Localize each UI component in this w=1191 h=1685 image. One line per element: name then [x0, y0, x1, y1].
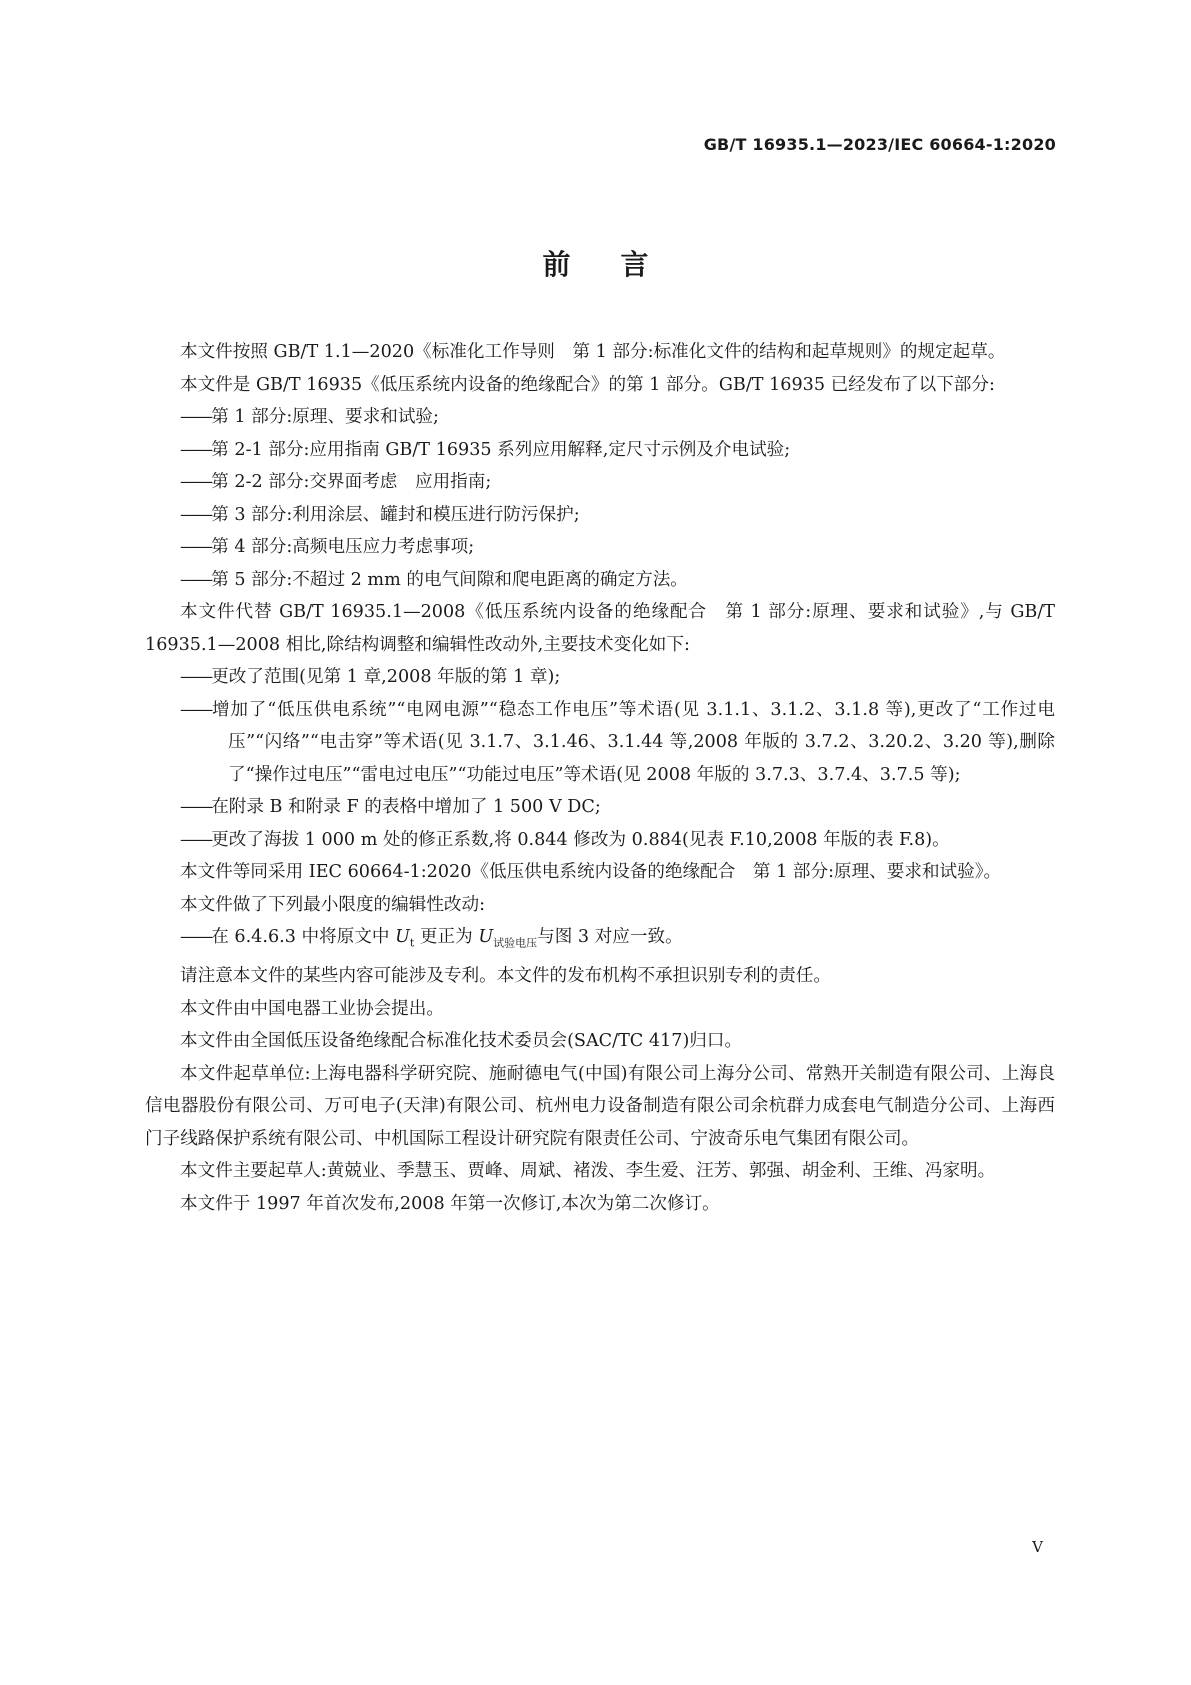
- document-body: [145, 336, 1055, 1220]
- list-item-editorial-change: [145, 921, 1055, 960]
- list-item-part: —— 第 5 部分:不超过 2 mm 的电气间隙和爬电距离的确定方法。: [145, 564, 1055, 597]
- paragraph-drafting-basis: 本文件按照 GB/T 1.1—2020《标准化工作导则 第 1 部分:标准化文件的结构和起草规则》的规定起草。: [180, 342, 1006, 362]
- paragraph-patent-notice: 请注意本文件的某些内容可能涉及专利。本文件的发布机构不承担识别专利的责任。: [180, 966, 831, 987]
- symbol-u-test-subscript: 试验电压: [493, 936, 538, 950]
- list-item-part: —— 第 2-2 部分:交界面考虑 应用指南;: [145, 466, 1055, 499]
- symbol-u-test: U: [478, 927, 494, 947]
- symbol-u-subscript: t: [409, 936, 415, 950]
- list-item-change: —— 更改了范围(见第 1 章,2008 年版的第 1 章);: [145, 661, 1055, 694]
- symbol-u: U: [395, 927, 410, 947]
- paragraph-drafting-units: 本文件起草单位:上海电器科学研究院、施耐德电气(中国)有限公司上海分公司、常熟开关制造有限公司、上海良信电器股份有限公司、万可电子(天津)有限公司、杭州电力设备制造有限公司余杭群力成套电气制造分公司、上海西门子线路保护系统有限公司、中机国际工程设计研究院有限责任公司、宁波奇乐电气集团有限公司。: [145, 1063, 1055, 1149]
- editorial-change-prefix: 在 6.4.6.3 中将原文中: [211, 927, 396, 947]
- list-item-part: —— 第 3 部分:利用涂层、罐封和模压进行防污保护;: [145, 499, 1055, 532]
- page-number: Ⅴ: [1032, 1538, 1043, 1556]
- list-item-change: —— 在附录 B 和附录 F 的表格中增加了 1 500 V DC;: [145, 791, 1055, 824]
- list-item-change: —— 更改了海拔 1 000 m 处的修正系数,将 0.844 修改为 0.884(见表 F.10,2008 年版的表 F.8)。: [145, 824, 1055, 857]
- editorial-change-middle: 更正为: [414, 927, 479, 947]
- paragraph-committee: 本文件由全国低压设备绝缘配合标准化技术委员会(SAC/TC 417)归口。: [180, 1031, 743, 1052]
- list-item-change: —— 增加了“低压供电系统”“电网电源”“稳态工作电压”等术语(见 3.1.1、3.1.2、3.1.8 等),更改了“工作过电压”“闪络”“电击穿”等术语(见 3.1.7、3.1.46、3.1.44 等,2008 年版的 3.7.2、3.20.2、3.20 等),删除了“操作过电压”“雷电过电压”“功能过电压”等术语(见 2008 年版的 3.7.3、3.7.4、3.7.5 等);: [145, 694, 1055, 792]
- standard-code: GB/T 16935.1—2023/IEC 60664-1:2020: [703, 135, 1056, 154]
- page-title: 前言: [542, 248, 699, 281]
- list-item-part: —— 第 4 部分:高频电压应力考虑事项;: [145, 531, 1055, 564]
- paragraph-drafters: 本文件主要起草人:黄兢业、季慧玉、贾峰、周斌、褚泼、李生爱、汪芳、郭强、胡金利、王维、冯家明。: [180, 1161, 996, 1182]
- list-item-part: —— 第 2-1 部分:应用指南 GB/T 16935 系列应用解释,定尺寸示例及介电试验;: [145, 434, 1055, 467]
- paragraph-editorial: 本文件做了下列最小限度的编辑性改动:: [180, 894, 486, 915]
- editorial-change-suffix: 与图 3 对应一致。: [537, 927, 683, 947]
- paragraph-replacement: 本文件代替 GB/T 16935.1—2008《低压系统内设备的绝缘配合 第 1 部分:原理、要求和试验》,与 GB/T 16935.1—2008 相比,除结构调整和编辑性改动外,主要技术变化如下:: [145, 602, 1055, 655]
- list-item-part: —— 第 1 部分:原理、要求和试验;: [145, 401, 1055, 434]
- paragraph-adoption: 本文件等同采用 IEC 60664-1:2020《低压供电系统内设备的绝缘配合 第 1 部分:原理、要求和试验》。: [180, 862, 1002, 882]
- paragraph-proposer: 本文件由中国电器工业协会提出。: [180, 998, 444, 1019]
- paragraph-history: 本文件于 1997 年首次发布,2008 年第一次修订,本次为第二次修订。: [180, 1193, 720, 1214]
- paragraph-series-intro: 本文件是 GB/T 16935《低压系统内设备的绝缘配合》的第 1 部分。GB/T 16935 已经发布了以下部分:: [180, 374, 995, 395]
